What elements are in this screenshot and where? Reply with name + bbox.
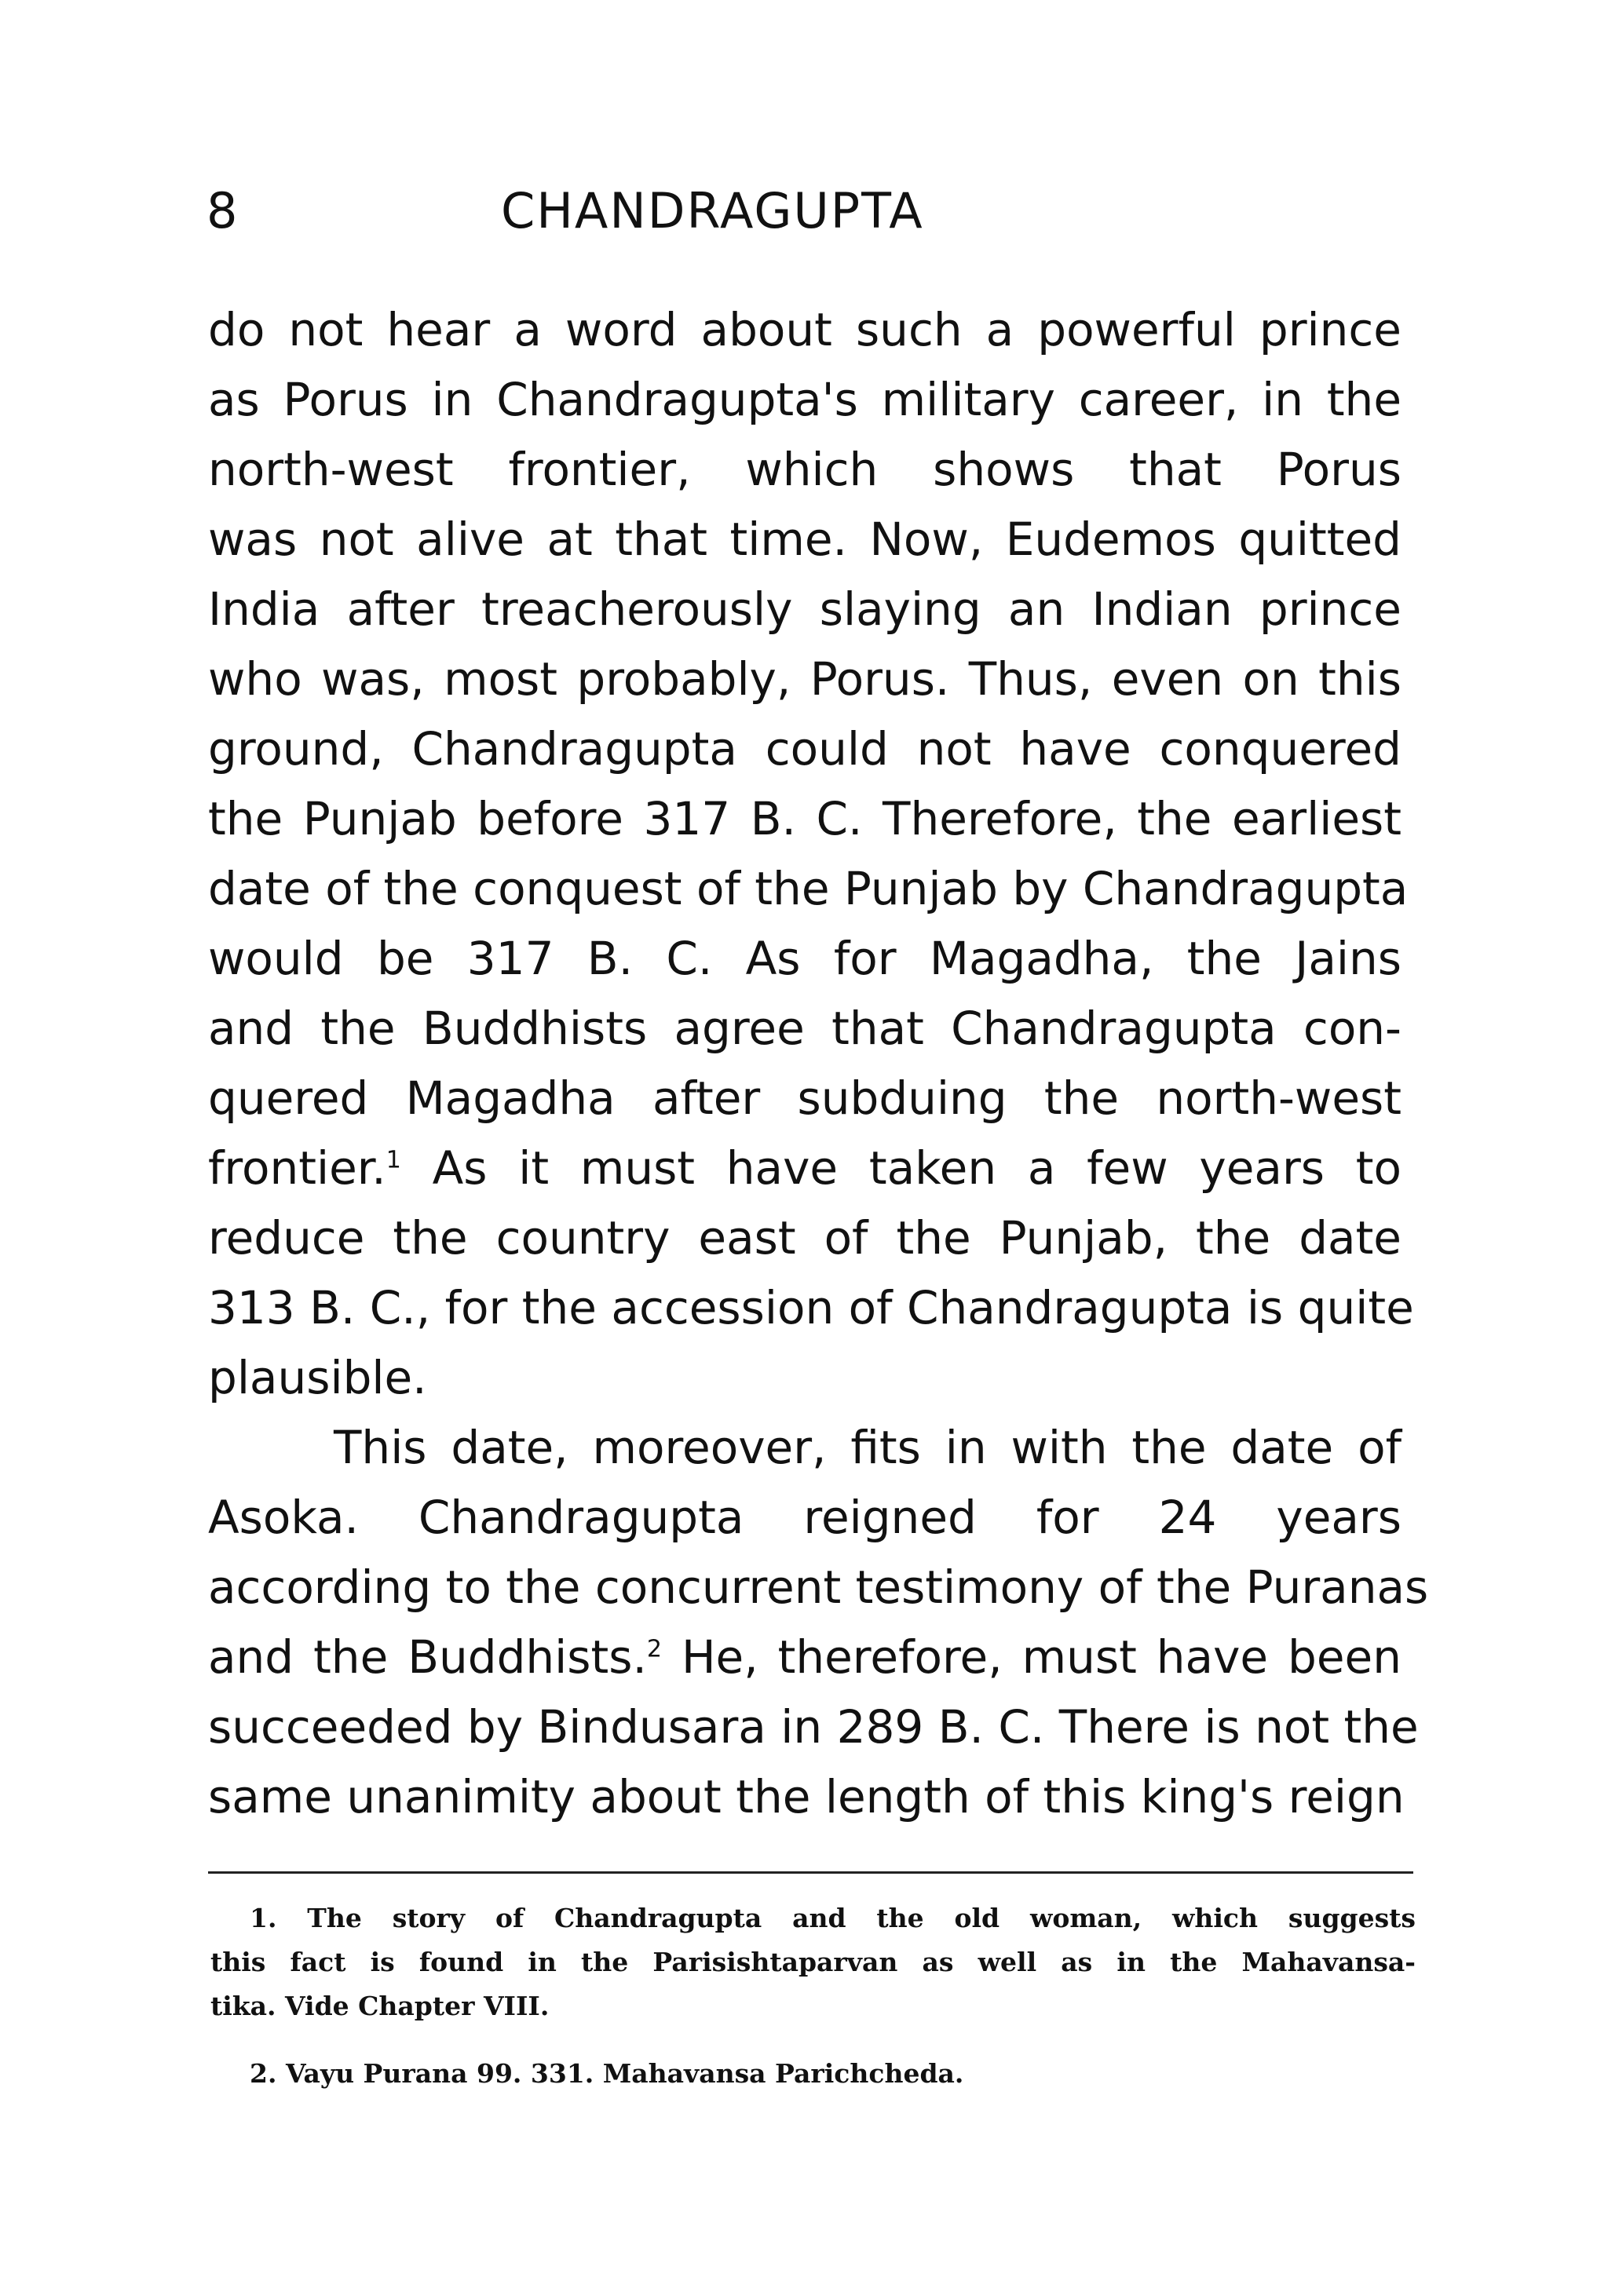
body-text <box>208 295 1429 1832</box>
text-line-with-footnote <box>208 1623 1402 1692</box>
footnote-2 <box>210 2052 1416 2096</box>
text-fragment: and the Buddhists. <box>208 1630 647 1684</box>
text-line: the Punjab before 317 B. C. Therefore, the earliest <box>208 792 1402 845</box>
text-line: who was, most probably, Porus. Thus, even on this <box>208 652 1402 706</box>
text-line: India after treacherously slaying an Indian prince <box>208 582 1402 636</box>
footnotes <box>210 1896 1416 2096</box>
text-line: plausible. <box>208 1351 427 1404</box>
footnote-line: tika. Vide Chapter VIII. <box>210 1991 550 2021</box>
page-header <box>206 182 1416 245</box>
text-line: succeeded by Bindusara in 289 B. C. There is not the <box>208 1700 1419 1754</box>
text-line: according to the concurrent testimony of the Puranas <box>208 1560 1429 1614</box>
footnote-divider <box>208 1871 1413 1874</box>
text-line-paragraph-start: This date, moreover, fits in with the date of <box>334 1421 1402 1474</box>
footnote-mark-1: 1 <box>386 1146 401 1174</box>
text-fragment: He, therefore, must have been <box>681 1630 1402 1684</box>
text-line: ground, Chandragupta could not have conquered <box>208 722 1402 776</box>
text-line-with-footnote <box>208 1133 1402 1203</box>
text-line: north-west frontier, which shows that Porus <box>208 443 1402 496</box>
text-line: date of the conquest of the Punjab by Chandragupta <box>208 862 1409 915</box>
text-line: quered Magadha after subduing the north-west <box>208 1071 1402 1125</box>
text-line: would be 317 B. C. As for Magadha, the Jains <box>208 932 1402 985</box>
text-line: do not hear a word about such a powerful prince <box>208 303 1402 356</box>
text-fragment: frontier. <box>208 1141 386 1195</box>
running-title: CHANDRAGUPTA <box>501 182 924 239</box>
footnote-line: 2. Vayu Purana 99. 331. Mahavansa Parichcheda. <box>250 2058 964 2089</box>
footnote-line: 1. The story of Chandragupta and the old woman, which suggests <box>250 1903 1416 1933</box>
page-number: 8 <box>206 182 239 239</box>
footnote-line: this fact is found in the Parisishtaparvan as well as in the Mahavansa- <box>210 1947 1416 1977</box>
text-line: and the Buddhists agree that Chandragupta con- <box>208 1002 1402 1055</box>
text-line: as Porus in Chandragupta's military career, in the <box>208 373 1402 426</box>
text-line: Asoka. Chandragupta reigned for 24 years <box>208 1491 1402 1544</box>
footnote-1 <box>210 1896 1416 2028</box>
text-fragment: As it must have taken a few years to <box>432 1141 1402 1195</box>
text-line: same unanimity about the length of this king's reign <box>208 1770 1405 1823</box>
text-line: 313 B. C., for the accession of Chandragupta is quite <box>208 1281 1414 1334</box>
text-line: reduce the country east of the Punjab, the date <box>208 1211 1402 1265</box>
text-line: was not alive at that time. Now, Eudemos quitted <box>208 513 1402 566</box>
footnote-mark-2: 2 <box>646 1635 662 1663</box>
